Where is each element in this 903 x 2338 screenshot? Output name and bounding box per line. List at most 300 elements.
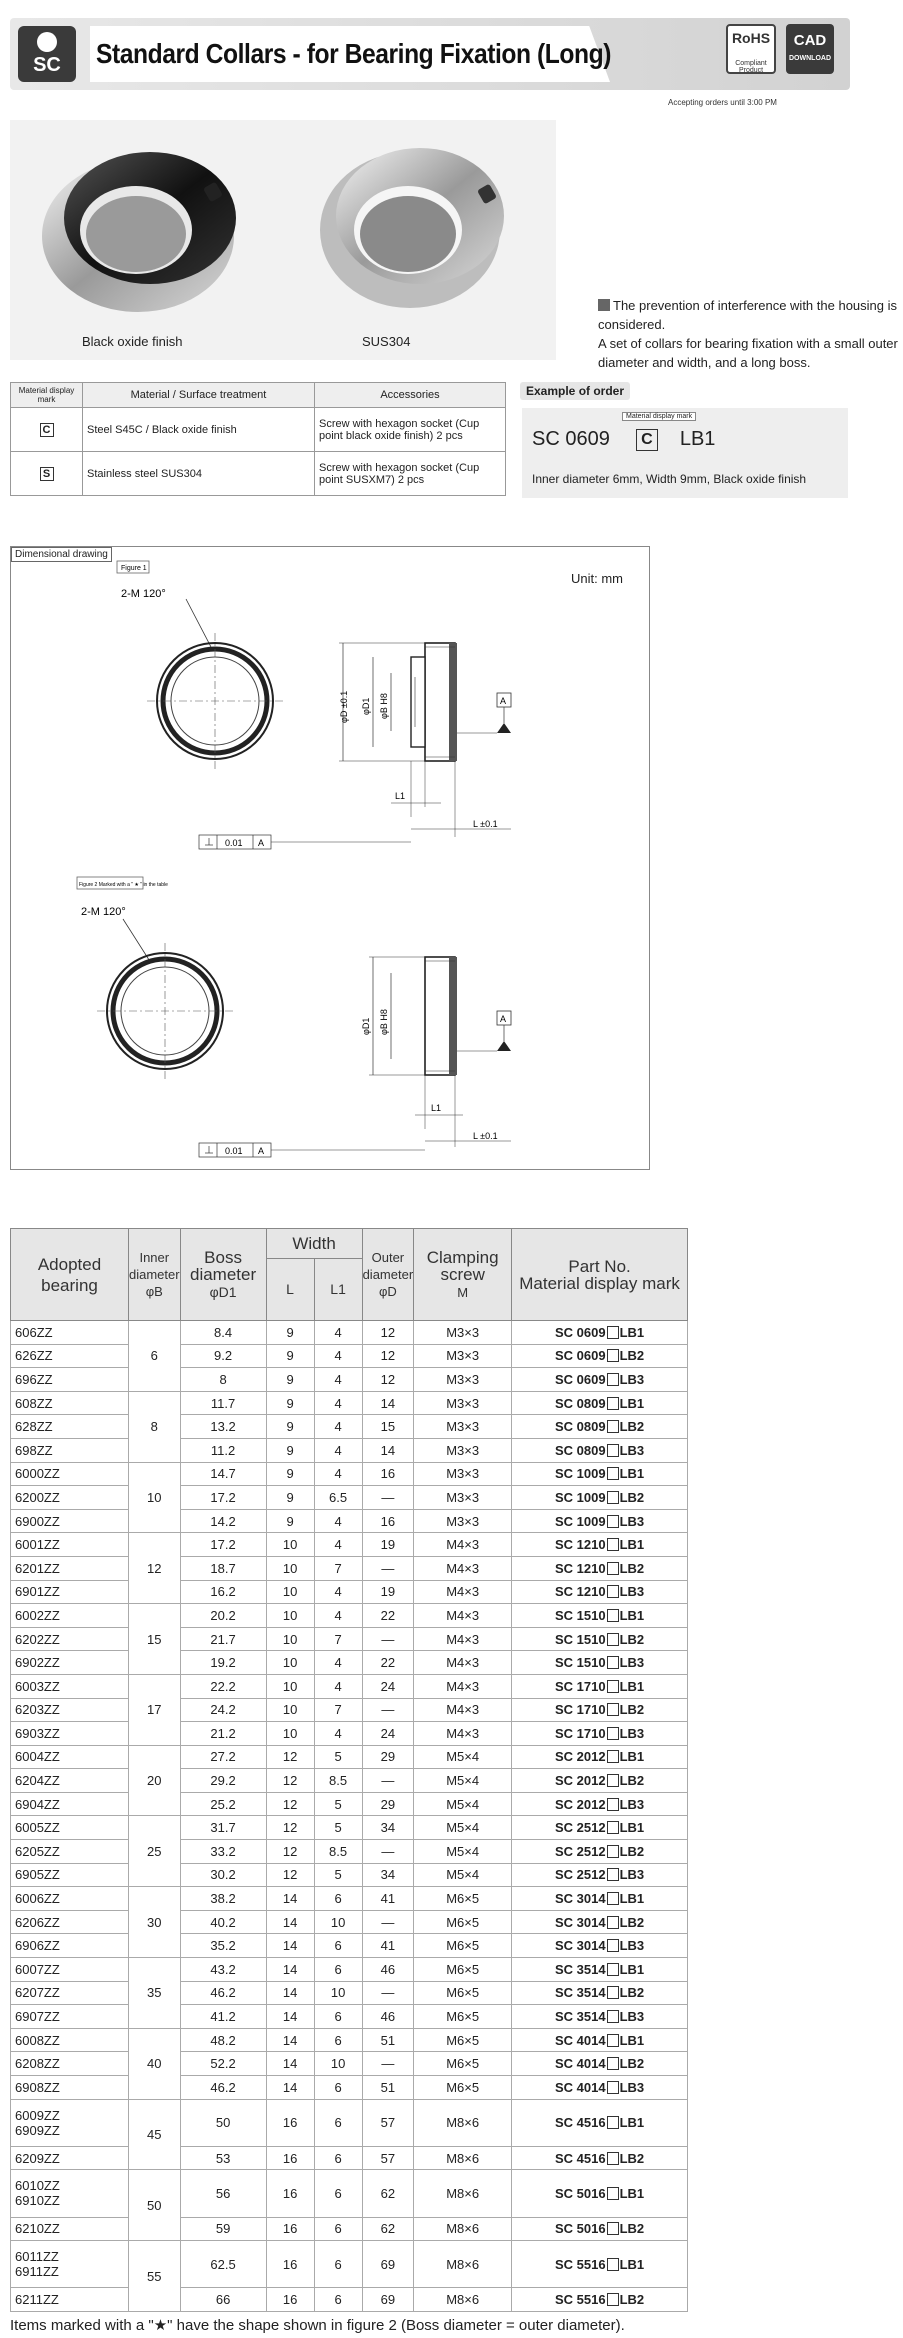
boss-diameter-cell: 27.2 [180,1745,266,1769]
material-mark-placeholder [607,2010,619,2023]
table-row [11,1556,688,1580]
boss-diameter-cell: 25.2 [180,1792,266,1816]
bearing-name: 6211ZZ [15,2292,59,2308]
part-code: SC 3014 [555,1938,606,1954]
table-row [11,1769,688,1793]
width-L-cell: 10 [266,1533,314,1557]
black-oxide-label: Black oxide finish [82,334,183,349]
bearing-name: 608ZZ [15,1395,53,1411]
part-code: SC 1009 [555,1466,606,1482]
clamping-screw-cell: M4×3 [414,1533,512,1557]
width-L1-cell: 8.5 [314,1840,362,1864]
adopted-bearing-cell [11,1533,129,1557]
part-suffix: LB3 [619,1655,645,1671]
outer-diameter-cell: 34 [362,1863,414,1887]
part-code: SC 1510 [555,1607,606,1623]
clamping-screw-cell: M6×5 [414,1887,512,1911]
part-no-cell [512,1674,688,1698]
part-suffix: LB1 [619,1820,645,1836]
part-no-cell [512,1816,688,1840]
outer-diameter-cell: — [362,1486,414,1510]
inner-diameter-header: Inner diameter φB [129,1229,181,1321]
width-L-cell: 9 [266,1415,314,1439]
front-view-fig1 [147,633,283,769]
width-L1-cell: 6 [314,2099,362,2146]
clamping-screw-cell: M6×5 [414,1981,512,2005]
clamping-screw-cell: M8×6 [414,2241,512,2288]
table-row [11,1792,688,1816]
adopted-bearing-cell [11,1368,129,1392]
part-code: SC 3514 [555,2009,606,2025]
width-L1-cell: 10 [314,2052,362,2076]
bearing-name: 6004ZZ [15,1749,60,1765]
sus304-label: SUS304 [362,334,411,349]
part-suffix: LB1 [619,1607,645,1623]
width-L-cell: 9 [266,1486,314,1510]
boss-diameter-cell: 53 [180,2146,266,2170]
bearing-name: 6205ZZ [15,1843,60,1859]
material-mark: S [40,467,54,481]
clamping-screw-cell: M3×3 [414,1321,512,1345]
material-table [10,382,506,496]
width-L1-cell: 4 [314,1462,362,1486]
collar-photos-svg [10,120,556,360]
clamping-screw-cell: M3×3 [414,1368,512,1392]
clamping-screw-cell: M3×3 [414,1509,512,1533]
example-order-box [522,408,848,498]
width-L-cell: 9 [266,1438,314,1462]
material-name: Stainless steel SUS304 [83,452,315,496]
table-row [11,1415,688,1439]
width-L-cell: 14 [266,2052,314,2076]
bearing-name: 6203ZZ [15,1702,60,1718]
inner-diameter-cell: 12 [129,1533,181,1604]
datum-label-2: A [500,1014,507,1024]
adopted-bearing-cell [11,2170,129,2217]
rohs-badge [726,24,776,74]
clamping-screw-cell: M5×4 [414,1863,512,1887]
clamping-screw-cell: M4×3 [414,1674,512,1698]
clamping-screw-cell: M6×5 [414,1958,512,1982]
inner-diameter-cell: 25 [129,1816,181,1887]
boss-diameter-cell: 33.2 [180,1840,266,1864]
width-L1-cell: 7 [314,1556,362,1580]
width-L1-cell: 4 [314,1415,362,1439]
part-no-cell [512,1934,688,1958]
part-code: SC 3514 [555,1961,606,1977]
part-suffix: LB2 [619,1419,645,1435]
material-mark-placeholder [607,2034,619,2047]
cad-text: CAD [793,32,827,49]
table-row [11,1674,688,1698]
outer-diameter-cell: 29 [362,1745,414,1769]
table-row [11,1321,688,1345]
part-no-cell [512,1651,688,1675]
material-mark-header: Material display mark [11,383,83,408]
screw-callout-1: 2-M 120° [121,588,166,600]
part-code: SC 4516 [555,2115,606,2131]
dimensional-drawing [10,546,650,1170]
outer-diameter-cell: 12 [362,1344,414,1368]
adopted-bearing-cell [11,2241,129,2288]
bullet-square-icon [598,299,610,311]
boss-diameter-cell: 50 [180,2099,266,2146]
bearing-name: 6904ZZ [15,1796,60,1812]
width-L-cell: 12 [266,1745,314,1769]
part-code: SC 1710 [555,1702,606,1718]
footnote: Items marked with a "★" have the shape shown in figure 2 (Boss diameter = outer diameter). [10,2317,625,2334]
bearing-name: 6907ZZ [15,2009,60,2025]
part-no-cell [512,2241,688,2288]
material-row [11,452,506,496]
outer-diameter-cell: 22 [362,1651,414,1675]
dim-B-label: φB H8 [379,693,389,719]
bearing-name: 628ZZ [15,1419,53,1435]
adopted-bearing-cell [11,2099,129,2146]
clamping-screw-cell: M6×5 [414,2005,512,2029]
bearing-name: 6007ZZ [15,1961,60,1977]
outer-diameter-cell: 34 [362,1816,414,1840]
part-no-cell [512,2076,688,2100]
width-L-cell: 14 [266,2028,314,2052]
clamping-screw-cell: M6×5 [414,2052,512,2076]
part-suffix: LB3 [619,1796,645,1812]
width-L1-cell: 6 [314,2170,362,2217]
table-row [11,1934,688,1958]
boss-diameter-cell: 24.2 [180,1698,266,1722]
table-row [11,1745,688,1769]
bearing-name: 6204ZZ [15,1773,60,1789]
material-mark-placeholder [607,1774,619,1787]
width-L-cell: 12 [266,1816,314,1840]
dim-D1-label-2: φD1 [361,1017,371,1035]
part-no-cell [512,1462,688,1486]
clamping-screw-cell: M8×6 [414,2217,512,2241]
dim-L1-label-2: L1 [431,1103,442,1113]
width-L1-cell: 4 [314,1344,362,1368]
inner-diameter-cell: 15 [129,1604,181,1675]
table-row [11,1391,688,1415]
material-mark-placeholder [607,2057,619,2070]
material-mark-placeholder [607,1491,619,1504]
bearing-name: 6902ZZ [15,1655,60,1671]
boss-diameter-cell: 9.2 [180,1344,266,1368]
outer-diameter-cell: — [362,1981,414,2005]
boss-diameter-cell: 20.2 [180,1604,266,1628]
outer-diameter-cell: — [362,1910,414,1934]
inner-diameter-cell: 20 [129,1745,181,1816]
part-suffix: LB1 [619,1537,645,1553]
material-mark-placeholder [607,2293,619,2306]
figure-2-label: Figure 2 Marked with a " ★ " in the table [79,882,168,888]
table-row [11,1698,688,1722]
black-oxide-collar-icon [42,152,236,312]
outer-diameter-cell: 12 [362,1321,414,1345]
table-row [11,1863,688,1887]
description-line-2: A set of collars for bearing fixation with a small outer diameter and width, and a long boss. [598,336,898,370]
part-code: SC 1009 [555,1513,606,1529]
material-mark-placeholder [607,2258,619,2271]
boss-diameter-cell: 11.7 [180,1391,266,1415]
width-L-cell: 9 [266,1509,314,1533]
material-mark-placeholder [607,2081,619,2094]
material-mark-placeholder [607,2152,619,2165]
adopted-bearing-cell [11,1934,129,1958]
width-L1-cell: 4 [314,1674,362,1698]
adopted-bearing-cell [11,2076,129,2100]
width-L-cell: 10 [266,1556,314,1580]
bearing-name: 6006ZZ [15,1891,60,1907]
width-L1-cell: 4 [314,1391,362,1415]
width-L-cell: 14 [266,1887,314,1911]
width-L1-cell: 5 [314,1792,362,1816]
part-no-cell [512,1344,688,1368]
adopted-bearing-header: Adopted bearing [11,1229,129,1321]
material-mark-placeholder [607,1868,619,1881]
material-mark-placeholder [607,1397,619,1410]
material-mark-placeholder [607,1633,619,1646]
material-mark-caption: Material display mark [622,412,696,421]
bearing-name: 698ZZ [15,1442,53,1458]
part-suffix: LB1 [619,1891,645,1907]
part-no-cell [512,1415,688,1439]
clamping-screw-cell: M6×5 [414,1934,512,1958]
cad-subtext: DOWNLOAD [789,55,831,62]
clamping-screw-cell: M3×3 [414,1462,512,1486]
outer-diameter-cell: 29 [362,1792,414,1816]
width-L-cell: 14 [266,1910,314,1934]
part-code: SC 0609 [555,1324,606,1340]
part-no-cell [512,2099,688,2146]
adopted-bearing-cell [11,2005,129,2029]
width-L-cell: 12 [266,1863,314,1887]
width-L-cell: 9 [266,1321,314,1345]
table-row [11,1462,688,1486]
part-suffix: LB1 [619,2032,645,2048]
tolerance-datum-2: A [258,1146,265,1156]
dim-D-label: φD ±0.1 [339,690,349,723]
bearing-name: 6003ZZ [15,1678,60,1694]
outer-diameter-cell: — [362,1840,414,1864]
material-mark-placeholder [607,2187,619,2200]
part-no-cell [512,1368,688,1392]
part-no-cell [512,1509,688,1533]
boss-diameter-cell: 16.2 [180,1580,266,1604]
part-suffix: LB3 [619,1938,645,1954]
adopted-bearing-cell [11,1958,129,1982]
width-L1-cell: 6 [314,1934,362,1958]
outer-diameter-cell: 69 [362,2288,414,2312]
outer-diameter-cell: — [362,1769,414,1793]
adopted-bearing-cell [11,1792,129,1816]
part-suffix: LB3 [619,1513,645,1529]
adopted-bearing-cell [11,1651,129,1675]
part-code: SC 3014 [555,1914,606,1930]
part-code: SC 3514 [555,1985,606,2001]
bearing-name: 6201ZZ [15,1560,60,1576]
width-L1-cell: 4 [314,1604,362,1628]
table-row [11,1840,688,1864]
part-suffix: LB2 [619,1631,645,1647]
boss-diameter-cell: 21.7 [180,1627,266,1651]
boss-diameter-cell: 40.2 [180,1910,266,1934]
outer-diameter-cell: 14 [362,1438,414,1462]
bearing-name: 6207ZZ [15,1985,60,2001]
width-L1-cell: 10 [314,1910,362,1934]
bearing-name: 6905ZZ [15,1867,60,1883]
part-suffix: LB1 [619,1395,645,1411]
inner-diameter-cell: 40 [129,2028,181,2099]
part-no-cell [512,1745,688,1769]
material-mark-placeholder [607,1821,619,1834]
table-row [11,1486,688,1510]
width-L-cell: 10 [266,1604,314,1628]
bearing-name: 626ZZ [15,1348,53,1364]
adopted-bearing-cell [11,1604,129,1628]
sus304-collar-icon [320,148,504,308]
width-L1-cell: 6 [314,2241,362,2288]
adopted-bearing-cell [11,1674,129,1698]
cad-download-button[interactable] [786,24,834,74]
bearing-name: 6202ZZ [15,1631,60,1647]
bearing-name: 6005ZZ [15,1820,60,1836]
boss-diameter-cell: 14.7 [180,1462,266,1486]
screw-callout-2: 2-M 120° [81,906,126,918]
table-row [11,1604,688,1628]
part-suffix: LB2 [619,2150,645,2166]
boss-diameter-cell: 48.2 [180,2028,266,2052]
width-L-cell: 14 [266,1958,314,1982]
part-no-cell [512,1698,688,1722]
width-L1-cell: 10 [314,1981,362,2005]
boss-diameter-cell: 19.2 [180,1651,266,1675]
clamping-screw-cell: M4×3 [414,1604,512,1628]
part-suffix: LB3 [619,1584,645,1600]
width-L-cell: 9 [266,1368,314,1392]
width-L-cell: 16 [266,2146,314,2170]
adopted-bearing-cell [11,1840,129,1864]
width-L1-cell: 5 [314,1816,362,1840]
part-suffix: LB1 [619,1961,645,1977]
material-mark-placeholder [607,1963,619,1976]
dimensions-table [10,1228,688,2312]
boss-diameter-cell: 59 [180,2217,266,2241]
outer-diameter-cell: — [362,1556,414,1580]
bearing-name: 6000ZZ [15,1466,60,1482]
clamping-screw-cell: M4×3 [414,1627,512,1651]
clamping-screw-cell: M4×3 [414,1722,512,1746]
width-L1-cell: 4 [314,1580,362,1604]
part-code: SC 1510 [555,1631,606,1647]
part-no-cell [512,1863,688,1887]
material-mark-placeholder [607,1420,619,1433]
clamping-screw-cell: M4×3 [414,1580,512,1604]
material-mark-placeholder [607,1538,619,1551]
adopted-bearing-cell [11,1391,129,1415]
boss-diameter-cell: 11.2 [180,1438,266,1462]
bearing-name: 6903ZZ [15,1725,60,1741]
bearing-name: 696ZZ [15,1371,53,1387]
part-code: SC 0609 [555,1348,606,1364]
width-L1-cell: 6 [314,2028,362,2052]
width-L1-cell: 6 [314,2005,362,2029]
series-logo [18,26,76,82]
product-header [10,18,850,107]
datum-label-1: A [500,696,507,706]
outer-diameter-cell: 19 [362,1533,414,1557]
part-no-cell [512,1627,688,1651]
boss-diameter-header: Boss diameter φD1 [180,1229,266,1321]
part-code: SC 1009 [555,1489,606,1505]
part-suffix: LB1 [619,2185,645,2201]
part-code: SC 3014 [555,1891,606,1907]
width-L-cell: 14 [266,2005,314,2029]
side-view-fig2 [425,957,457,1075]
inner-diameter-cell: 30 [129,1887,181,1958]
material-accessories: Screw with hexagon socket (Cup point black oxide finish) 2 pcs [315,408,506,452]
adopted-bearing-cell [11,1321,129,1345]
material-mark-placeholder [607,1986,619,1999]
boss-diameter-cell: 30.2 [180,1863,266,1887]
table-row [11,1627,688,1651]
part-no-cell [512,1438,688,1462]
width-L-cell: 10 [266,1698,314,1722]
part-suffix: LB2 [619,1348,645,1364]
outer-diameter-cell: 22 [362,1604,414,1628]
bearing-name: 6908ZZ [15,2079,60,2095]
technical-drawing-svg [11,547,651,1171]
part-code: SC 1210 [555,1560,606,1576]
bearing-name: 6210ZZ [15,2221,60,2237]
boss-diameter-cell: 29.2 [180,1769,266,1793]
table-row [11,2217,688,2241]
adopted-bearing-cell [11,1486,129,1510]
part-code: SC 1510 [555,1655,606,1671]
adopted-bearing-cell [11,2288,129,2312]
clamping-screw-cell: M5×4 [414,1769,512,1793]
outer-diameter-cell: 41 [362,1887,414,1911]
width-L-cell: 10 [266,1674,314,1698]
width-L-cell: 16 [266,2288,314,2312]
bearing-name: 6906ZZ [15,1938,60,1954]
table-row [11,1438,688,1462]
product-photos [10,120,556,360]
tolerance-value-1: 0.01 [225,838,243,848]
inner-diameter-cell: 6 [129,1321,181,1392]
outer-diameter-cell: 46 [362,1958,414,1982]
part-no-cell [512,1769,688,1793]
width-L-cell: 10 [266,1627,314,1651]
table-row [11,1722,688,1746]
width-L1-cell: 6 [314,2288,362,2312]
width-L-cell: 9 [266,1391,314,1415]
boss-diameter-cell: 52.2 [180,2052,266,2076]
part-no-cell [512,1486,688,1510]
inner-diameter-cell: 55 [129,2241,181,2312]
width-L1-cell: 4 [314,1321,362,1345]
part-code: SC 2012 [555,1773,606,1789]
part-no-cell [512,1391,688,1415]
width-L-cell: 16 [266,2099,314,2146]
table-row [11,2005,688,2029]
adopted-bearing-cell [11,1745,129,1769]
bearing-name: 6911ZZ [15,2264,59,2280]
width-L1-cell: 6 [314,1887,362,1911]
clamping-screw-cell: M4×3 [414,1698,512,1722]
material-mark-placeholder [607,1798,619,1811]
table-row [11,1981,688,2005]
boss-diameter-cell: 66 [180,2288,266,2312]
